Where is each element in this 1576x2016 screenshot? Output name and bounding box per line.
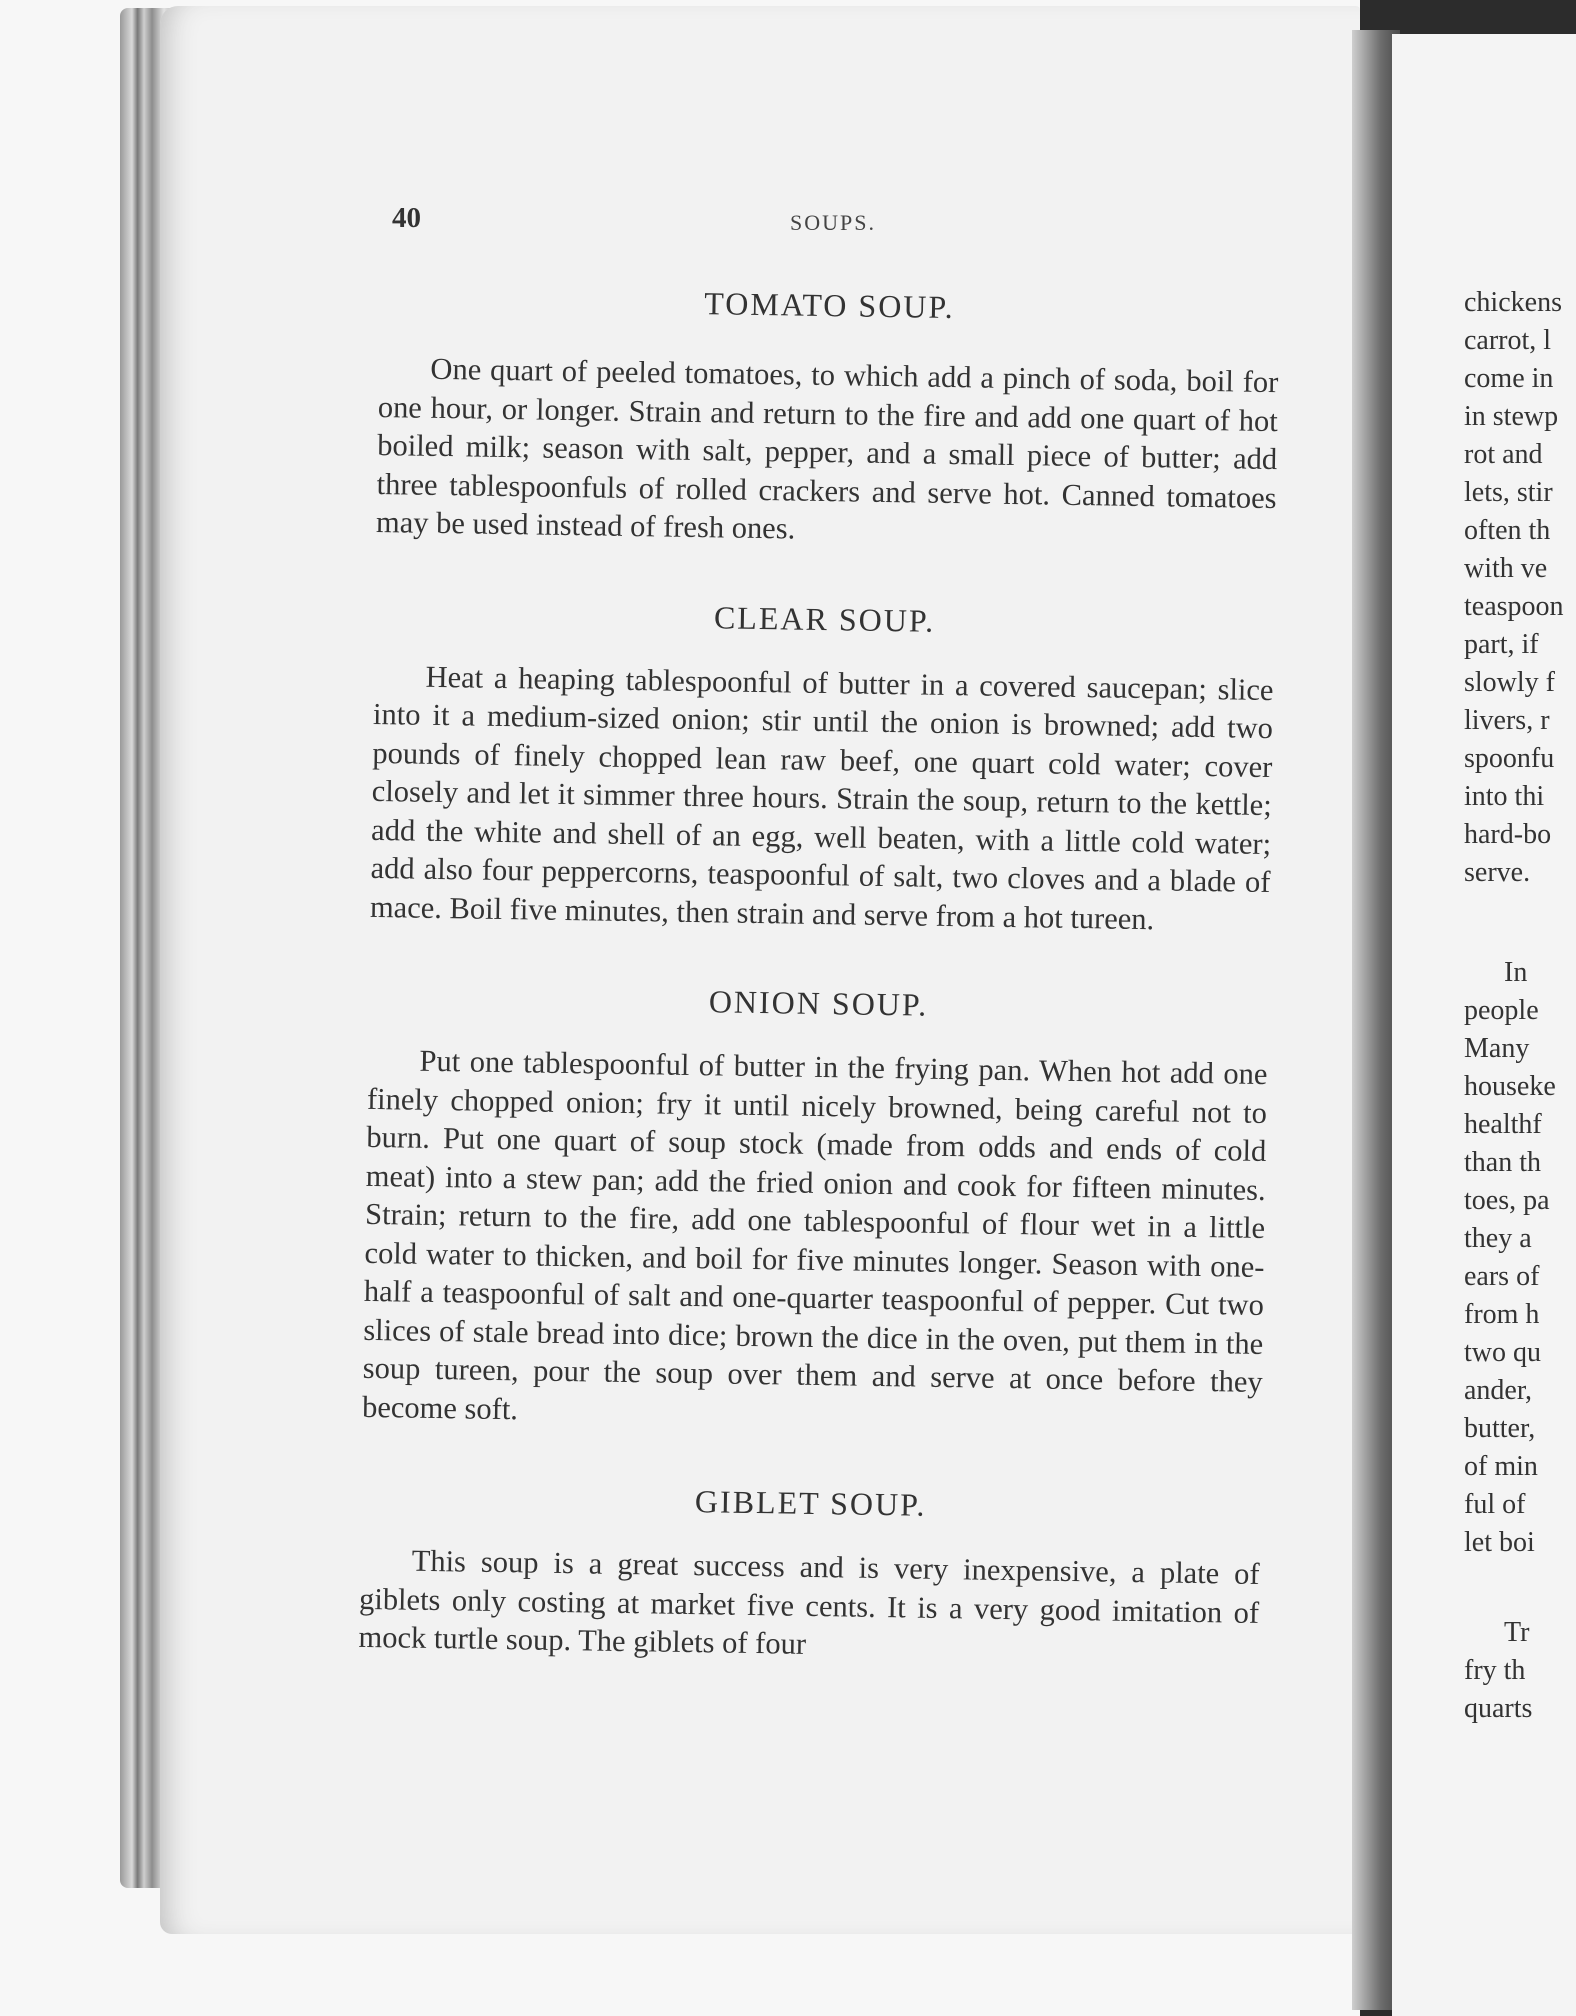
right-page-line: rot and — [1464, 439, 1543, 470]
running-head: SOUPS. — [790, 210, 876, 235]
right-page-line: often th — [1464, 515, 1551, 546]
right-page-line: than th — [1464, 1147, 1541, 1178]
right-page-line: carrot, l — [1464, 325, 1552, 356]
section-body-giblet-soup: This soup is a great success and is very inexpensive, a plate of giblets only costing at market five cents. It is a very good imitation of mock turtle soup. The giblets of four — [358, 1543, 1260, 1661]
right-page-text-bottom — [1464, 1614, 1532, 1728]
right-page-line: Many — [1464, 1033, 1530, 1064]
right-page-text-middle — [1464, 954, 1556, 1562]
section-title-giblet-soup: GIBLET SOUP. — [694, 1483, 927, 1523]
right-page-line: serve. — [1464, 857, 1531, 888]
right-page-line: into thi — [1464, 781, 1545, 812]
right-page-line: slowly f — [1464, 667, 1555, 698]
right-page-line: livers, r — [1464, 705, 1550, 736]
right-page-line: from h — [1464, 1299, 1540, 1330]
right-page-line: part, if — [1464, 629, 1539, 660]
right-page-line: two qu — [1464, 1337, 1541, 1368]
right-page-line: quarts — [1464, 1693, 1533, 1724]
right-page-line: houseke — [1464, 1071, 1556, 1102]
section-body-tomato-soup: One quart of peeled tomatoes, to which add a pinch of soda, boil for one hour, or longer. Strain and return to the fire and add one quart of hot boiled milk; season with salt, pepper, and a small piece of butter; add three tablespoonfuls of rolled crackers and serve hot. Canned tomatoes may be used instead of fresh ones. — [375, 351, 1279, 546]
right-page-line: butter, — [1464, 1413, 1536, 1444]
right-page-line: hard-bo — [1464, 819, 1552, 850]
right-page-line: people — [1464, 995, 1539, 1026]
section-title-clear-soup: CLEAR SOUP. — [713, 598, 936, 639]
section-title-onion-soup: ONION SOUP. — [708, 983, 929, 1023]
section-body-clear-soup: Heat a heaping tablespoonful of butter in a covered saucepan; slice into it a medium-sized onion; stir until the onion is browned; add two pounds of finely chopped lean raw beef, one quart cold water; cover closely and let it simmer three hours. Strain the soup, return to the kettle; add the white and shell of an egg, well beaten, with a little cold water; add also four peppercorns, teaspoonful of salt, two cloves and a blade of mace. Boil five minutes, then strain and serve from a hot tureen. — [369, 659, 1274, 936]
right-page-line: fry th — [1464, 1655, 1526, 1686]
right-page-line: teaspoon — [1464, 591, 1564, 622]
right-page-line: healthf — [1464, 1109, 1542, 1140]
right-page-line: ears of — [1464, 1261, 1540, 1292]
section-body-onion-soup: Put one tablespoonful of butter in the frying pan. When hot add one finely chopped onion; fry it until nicely browned, being careful not to burn. Put one quart of soup stock (made from odds and ends of cold meat) into a stew pan; add the fried onion and cook for fifteen minutes. Strain; return to the fire, add one tablespoonful of flour wet in a little cold water to thicken, and boil for five minutes longer. Season with one-half a teaspoonful of salt and one-quarter teaspoonful of pepper. Cut two slices of stale bread into dice; brown the dice in the oven, put them in the soup tureen, pour the soup over them and serve at once before they become soft. — [361, 1043, 1268, 1426]
right-page-text-top — [1464, 284, 1564, 892]
right-page-line: spoonfu — [1464, 743, 1555, 774]
right-page-line: let boi — [1464, 1527, 1535, 1558]
right-page — [1392, 34, 1576, 2016]
page-number: 40 — [392, 202, 421, 234]
page-content — [358, 270, 1280, 1670]
right-page-line: Tr — [1504, 1617, 1530, 1648]
right-page-line: they a — [1464, 1223, 1532, 1254]
right-page-line: ander, — [1464, 1375, 1533, 1406]
right-page-line: lets, stir — [1464, 477, 1553, 508]
right-page-line: in stewp — [1464, 401, 1559, 432]
right-page-line: toes, pa — [1464, 1185, 1550, 1216]
right-page-line: In — [1504, 957, 1528, 988]
right-page-line: with ve — [1464, 553, 1548, 584]
right-page-line: ful of — [1464, 1489, 1526, 1520]
right-page-line: chickens — [1464, 287, 1562, 318]
right-page-line: come in — [1464, 363, 1554, 394]
right-page-line: of min — [1464, 1451, 1538, 1482]
section-title-tomato-soup: TOMATO SOUP. — [704, 285, 955, 326]
